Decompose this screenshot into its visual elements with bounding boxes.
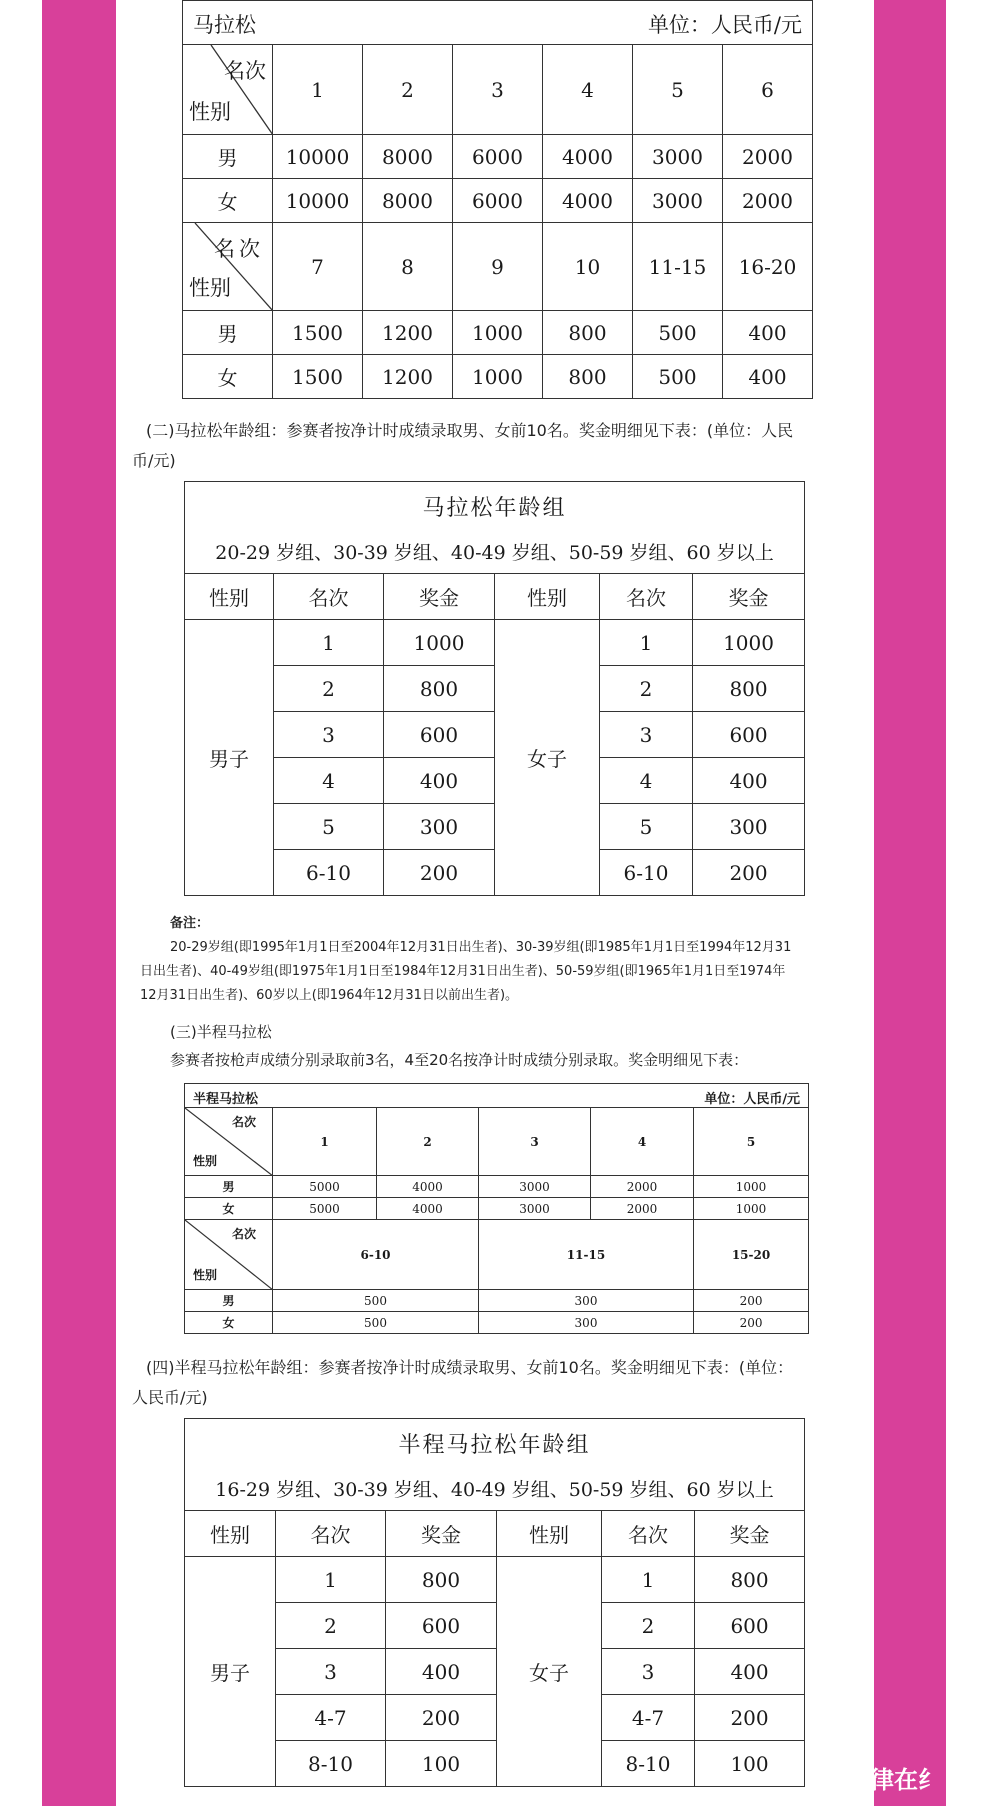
prize-cell: 1000	[694, 1198, 809, 1220]
half-marathon-prize-table	[184, 1083, 809, 1334]
rank-cell: 4	[600, 758, 693, 804]
marathon-prize-table	[182, 0, 813, 399]
rank-cell: 3	[600, 712, 693, 758]
gender-label: 性别	[189, 276, 231, 300]
prize-cell: 400	[723, 355, 813, 399]
table-row	[185, 1198, 809, 1220]
rank-cell: 15-20	[694, 1220, 809, 1290]
table-row	[185, 1741, 805, 1787]
rank-cell: 4	[543, 45, 633, 135]
section-3-body: 参赛者按枪声成绩分别录取前3名，4至20名按净计时成绩分别录取。奖金明细见下表：	[170, 1051, 749, 1069]
rank-cell: 8-10	[602, 1741, 695, 1787]
rank-cell: 6	[723, 45, 813, 135]
half-diagonal-header-2	[185, 1220, 273, 1290]
prize-cell: 1000	[693, 620, 805, 666]
table-row	[185, 1290, 809, 1312]
gender-cell: 女	[183, 179, 273, 223]
female-group-label: 女子	[497, 1557, 602, 1787]
prize-cell: 3000	[479, 1176, 591, 1198]
rank-cell: 4-7	[602, 1695, 695, 1741]
prize-cell: 200	[693, 850, 805, 896]
rank-cell: 11-15	[479, 1220, 694, 1290]
prize-cell: 3000	[633, 179, 723, 223]
table-row	[185, 1649, 805, 1695]
prize-cell: 600	[695, 1603, 805, 1649]
section-4-line-1: (四)半程马拉松年龄组：参赛者按净计时成绩录取男、女前10名。奖金明细见下表：(单位：	[146, 1358, 794, 1377]
prize-cell: 4000	[377, 1176, 479, 1198]
prize-cell: 400	[384, 758, 495, 804]
notes-label: 备注：	[170, 916, 210, 931]
prize-cell: 800	[543, 355, 633, 399]
table-row	[183, 311, 813, 355]
column-header: 名次	[602, 1511, 695, 1557]
gender-label: 性别	[189, 100, 231, 124]
prize-cell: 500	[633, 355, 723, 399]
half-age-title: 半程马拉松年龄组	[398, 1432, 591, 1458]
column-header: 名次	[274, 574, 384, 620]
rank-cell: 6-10	[274, 850, 384, 896]
marathon-rank-header-row-2	[183, 223, 813, 311]
prize-cell: 500	[633, 311, 723, 355]
prize-cell: 300	[479, 1312, 694, 1334]
notes-line-2: 日出生者)、40-49岁组(即1975年1月1日至1984年12月31日出生者)、50-59岁组(即1965年1月1日至1974年	[140, 964, 786, 979]
rank-cell: 16-20	[723, 223, 813, 311]
prize-cell: 2000	[723, 135, 813, 179]
prize-cell: 3000	[633, 135, 723, 179]
table-row	[185, 1312, 809, 1334]
prize-cell: 2000	[591, 1198, 694, 1220]
section-4-line-2: 人民币/元)	[132, 1388, 208, 1407]
prize-cell: 4000	[377, 1198, 479, 1220]
gender-cell: 男	[183, 135, 273, 179]
prize-cell: 200	[694, 1290, 809, 1312]
rank-label: 名次	[231, 1115, 256, 1129]
gender-label: 性别	[193, 1154, 218, 1168]
notes-line-3: 12月31日出生者)、60岁以上(即1964年12月31日以前出生者)。	[140, 988, 519, 1003]
gender-cell: 女	[183, 355, 273, 399]
marathon-diagonal-header-1	[183, 45, 273, 135]
half-title: 半程马拉松	[193, 1092, 259, 1107]
rank-label: 名次	[231, 1227, 256, 1241]
section-4-paragraph	[132, 1353, 870, 1413]
column-header: 性别	[185, 574, 274, 620]
prize-cell: 500	[273, 1312, 479, 1334]
table-row	[183, 135, 813, 179]
rank-cell: 2	[274, 666, 384, 712]
half-title-row	[185, 1084, 809, 1108]
document-page	[116, 0, 874, 1806]
prize-cell: 1000	[384, 620, 495, 666]
rank-cell: 5	[600, 804, 693, 850]
column-header: 名次	[276, 1511, 386, 1557]
prize-cell: 200	[695, 1695, 805, 1741]
rank-cell: 3	[276, 1649, 386, 1695]
column-header: 性别	[497, 1511, 602, 1557]
prize-cell: 8000	[363, 179, 453, 223]
prize-cell: 200	[386, 1695, 497, 1741]
prize-cell: 1000	[453, 311, 543, 355]
gender-cell: 男	[183, 311, 273, 355]
rank-cell: 2	[276, 1603, 386, 1649]
prize-cell: 10000	[273, 135, 363, 179]
prize-cell: 1200	[363, 355, 453, 399]
prize-cell: 1200	[363, 311, 453, 355]
rank-cell: 2	[600, 666, 693, 712]
prize-cell: 100	[386, 1741, 497, 1787]
column-header: 性别	[185, 1511, 276, 1557]
male-group-label: 男子	[185, 1557, 276, 1787]
rank-cell: 2	[377, 1108, 479, 1176]
prize-cell: 400	[386, 1649, 497, 1695]
marathon-age-group-table	[184, 481, 805, 896]
prize-cell: 5000	[273, 1198, 377, 1220]
prize-cell: 800	[695, 1557, 805, 1603]
column-header: 奖金	[386, 1511, 497, 1557]
rank-cell: 4-7	[276, 1695, 386, 1741]
half-unit: 单位：人民币/元	[704, 1092, 801, 1107]
half-rank-header-row-2	[185, 1220, 809, 1290]
rank-cell: 2	[602, 1603, 695, 1649]
gender-cell: 男	[185, 1290, 273, 1312]
half-rank-header-row-1	[185, 1108, 809, 1176]
table-row	[185, 1695, 805, 1741]
rank-cell: 3	[479, 1108, 591, 1176]
rank-cell: 2	[363, 45, 453, 135]
rank-cell: 1	[276, 1557, 386, 1603]
table-row	[185, 1603, 805, 1649]
marathon-age-title-block	[185, 482, 805, 574]
prize-cell: 200	[384, 850, 495, 896]
column-header: 性别	[495, 574, 600, 620]
rank-label: 名次	[224, 59, 266, 83]
prize-cell: 1500	[273, 355, 363, 399]
gender-cell: 男	[185, 1176, 273, 1198]
rank-cell: 5	[274, 804, 384, 850]
rank-cell: 1	[273, 1108, 377, 1176]
table-header-row	[185, 574, 805, 620]
table-row	[185, 1176, 809, 1198]
marathon-age-subtitle: 20-29 岁组、30-39 岁组、40-49 岁组、50-59 岁组、60 岁以上	[215, 541, 774, 564]
rank-cell: 4	[591, 1108, 694, 1176]
prize-cell: 800	[693, 666, 805, 712]
gender-label: 性别	[193, 1268, 218, 1282]
prize-cell: 4000	[543, 135, 633, 179]
prize-cell: 5000	[273, 1176, 377, 1198]
section-2-line-2: 币/元)	[132, 451, 176, 470]
gender-cell: 女	[185, 1198, 273, 1220]
marathon-rank-header-row-1	[183, 45, 813, 135]
prize-cell: 2000	[591, 1176, 694, 1198]
section-2-line-1: (二)马拉松年龄组：参赛者按净计时成绩录取男、女前10名。奖金明细见下表：(单位：人民	[146, 421, 794, 440]
watermark-text: 律在纟	[870, 1766, 942, 1794]
prize-cell: 2000	[723, 179, 813, 223]
prize-cell: 400	[695, 1649, 805, 1695]
rank-cell: 9	[453, 223, 543, 311]
section-3-paragraph	[170, 1018, 870, 1074]
rank-cell: 4	[274, 758, 384, 804]
rank-cell: 3	[453, 45, 543, 135]
prize-cell: 1000	[453, 355, 543, 399]
prize-cell: 400	[723, 311, 813, 355]
prize-cell: 3000	[479, 1198, 591, 1220]
prize-cell: 1000	[694, 1176, 809, 1198]
female-group-label: 女子	[495, 620, 600, 896]
left-pink-border	[42, 0, 116, 1806]
column-header: 奖金	[693, 574, 805, 620]
rank-cell: 8-10	[276, 1741, 386, 1787]
section-3-heading: (三)半程马拉松	[170, 1023, 272, 1041]
half-marathon-age-group-table	[184, 1418, 805, 1787]
rank-cell: 3	[274, 712, 384, 758]
prize-cell: 500	[273, 1290, 479, 1312]
marathon-title: 马拉松	[193, 13, 256, 37]
prize-cell: 300	[479, 1290, 694, 1312]
prize-cell: 800	[386, 1557, 497, 1603]
prize-cell: 4000	[543, 179, 633, 223]
table-row	[183, 179, 813, 223]
rank-cell: 5	[633, 45, 723, 135]
prize-cell: 600	[386, 1603, 497, 1649]
table-row	[185, 620, 805, 666]
rank-cell: 6-10	[273, 1220, 479, 1290]
marathon-unit: 单位：人民币/元	[647, 13, 803, 37]
rank-cell: 1	[602, 1557, 695, 1603]
rank-cell: 7	[273, 223, 363, 311]
table-header-row	[185, 1511, 805, 1557]
prize-cell: 200	[694, 1312, 809, 1334]
rank-cell: 11-15	[633, 223, 723, 311]
rank-cell: 1	[600, 620, 693, 666]
marathon-age-title: 马拉松年龄组	[422, 495, 567, 521]
marathon-title-row	[183, 1, 813, 45]
prize-cell: 800	[384, 666, 495, 712]
rank-cell: 6-10	[600, 850, 693, 896]
prize-cell: 10000	[273, 179, 363, 223]
rank-cell: 1	[273, 45, 363, 135]
prize-cell: 400	[693, 758, 805, 804]
gender-cell: 女	[185, 1312, 273, 1334]
half-age-subtitle: 16-29 岁组、30-39 岁组、40-49 岁组、50-59 岁组、60 岁以上	[215, 1478, 774, 1501]
notes-line-1: 20-29岁组(即1995年1月1日至2004年12月31日出生者)、30-39岁组(即1985年1月1日至1994年12月31	[170, 940, 792, 955]
table-row	[185, 1557, 805, 1603]
prize-cell: 800	[543, 311, 633, 355]
right-pink-border	[874, 0, 946, 1806]
half-diagonal-header-1	[185, 1108, 273, 1176]
rank-cell: 3	[602, 1649, 695, 1695]
table-row	[183, 355, 813, 399]
prize-cell: 1500	[273, 311, 363, 355]
prize-cell: 6000	[453, 135, 543, 179]
rank-label: 名次	[214, 237, 264, 261]
half-age-title-block	[185, 1419, 805, 1511]
prize-cell: 300	[693, 804, 805, 850]
section-2-paragraph	[132, 416, 870, 476]
male-group-label: 男子	[185, 620, 274, 896]
marathon-diagonal-header-2	[183, 223, 273, 311]
rank-cell: 8	[363, 223, 453, 311]
prize-cell: 100	[695, 1741, 805, 1787]
prize-cell: 300	[384, 804, 495, 850]
prize-cell: 6000	[453, 179, 543, 223]
column-header: 名次	[600, 574, 693, 620]
column-header: 奖金	[384, 574, 495, 620]
prize-cell: 8000	[363, 135, 453, 179]
prize-cell: 600	[384, 712, 495, 758]
column-header: 奖金	[695, 1511, 805, 1557]
rank-cell: 10	[543, 223, 633, 311]
rank-cell: 5	[694, 1108, 809, 1176]
rank-cell: 1	[274, 620, 384, 666]
prize-cell: 600	[693, 712, 805, 758]
notes-block	[140, 912, 872, 1008]
